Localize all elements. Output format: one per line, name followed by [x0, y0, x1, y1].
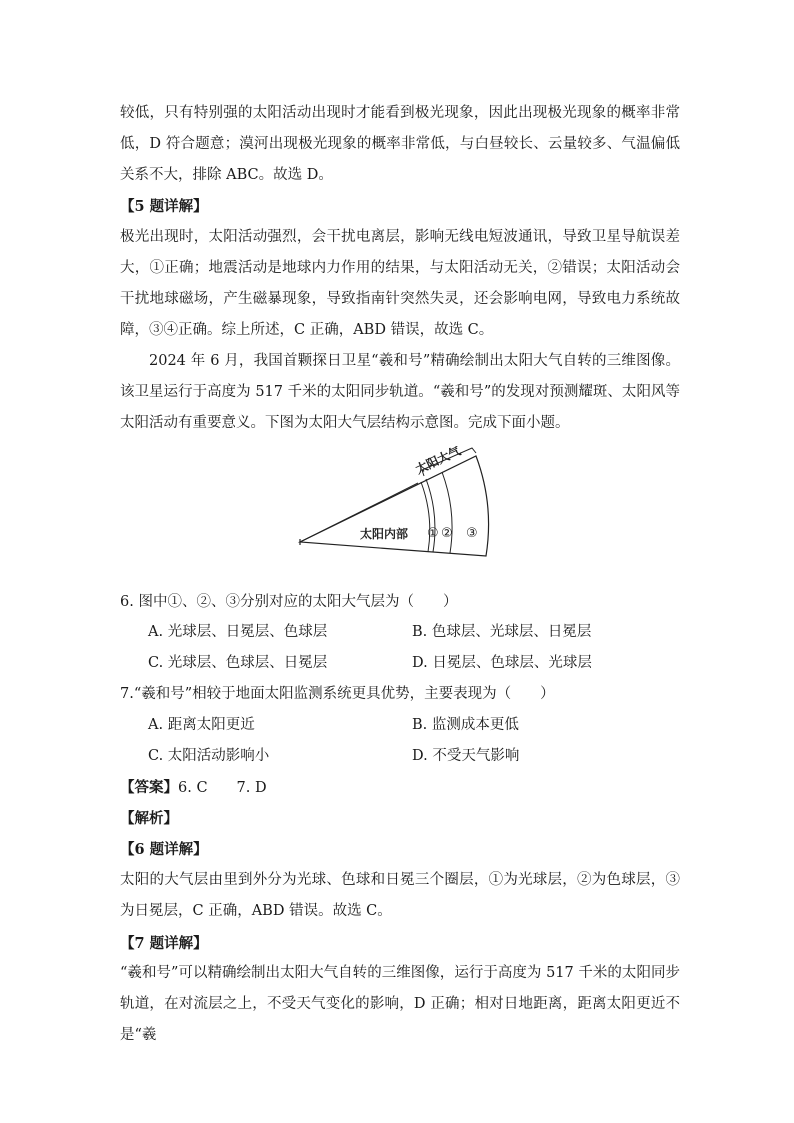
q6-stem: 6. 图中①、②、③分别对应的太阳大气层为（ ） — [120, 594, 458, 610]
answer-value: 6. C 7. D — [178, 780, 267, 796]
material-paragraph: 2024 年 6 月，我国首颗探日卫星“羲和号”精确绘制出太阳大气自转的三维图像。该卫星运行于高度为 517 千米的太阳同步轨道。“羲和号”的发现对预测耀斑、太阳风等太阳活动有重要意义。下图为太阳大气层结构示意图。完成下面小题。 — [120, 353, 680, 431]
q7-explanation: “羲和号”可以精确绘制出太阳大气自转的三维图像，运行于高度为 517 千米的太阳同步轨道，在对流层之上，不受天气变化的影响，D 正确；相对日地距离，距离太阳更近不是“羲 — [120, 965, 680, 1043]
layer-label-3: ③ — [466, 526, 478, 541]
q7-heading: 【7 题详解】 — [120, 935, 208, 952]
q7-option-d: D. 不受天气影响 — [412, 748, 520, 764]
q5-heading: 【5 题详解】 — [120, 198, 208, 215]
q6-heading: 【6 题详解】 — [120, 841, 208, 858]
q6-option-b: B. 色球层、光球层、日冕层 — [412, 624, 592, 640]
solar-atmosphere-diagram — [290, 440, 510, 560]
analysis-label: 【解析】 — [120, 810, 178, 827]
interior-label: 太阳内部 — [360, 527, 409, 541]
layer-arc-1 — [421, 482, 430, 552]
answer-line — [120, 778, 267, 798]
layer-label-1: ① — [427, 526, 439, 541]
atmosphere-label: 太阳大气 — [413, 443, 463, 477]
answer-label: 【答案】 — [120, 779, 178, 796]
q7-option-b: B. 监测成本更低 — [412, 717, 519, 733]
q6-explanation: 太阳的大气层由里到外分为光球、色球和日冕三个圈层，①为光球层，②为色球层，③为日冕层，C 正确，ABD 错误。故选 C。 — [120, 872, 680, 919]
q6-option-a: A. 光球层、日冕层、色球层 — [148, 624, 328, 640]
prev-answer-tail: 较低，只有特别强的太阳活动出现时才能看到极光现象，因此出现极光现象的概率非常低，D 符合题意；漠河出现极光现象的概率非常低，与白昼较长、云量较多、气温偏低关系不大，排除 ABC。故选 D。 — [120, 105, 680, 183]
layer-arc-2 — [426, 479, 435, 552]
q7-stem: 7.“羲和号”相较于地面太阳监测系统更具优势，主要表现为（ ） — [120, 686, 555, 702]
q6-option-d: D. 日冕层、色球层、光球层 — [412, 655, 592, 671]
q5-explanation: 极光出现时，太阳活动强烈，会干扰电离层，影响无线电短波通讯，导致卫星导航误差大，①正确；地震活动是地球内力作用的结果，与太阳活动无关，②错误；太阳活动会干扰地球磁场，产生磁暴现象，导致指南针突然失灵，还会影响电网，导致电力系统故障，③④正确。综上所述，C 正确，ABD 错误，故选 C。 — [120, 229, 680, 338]
layer-label-2: ② — [441, 526, 453, 541]
q7-option-c: C. 太阳活动影响小 — [148, 748, 270, 764]
q6-option-c: C. 光球层、色球层、日冕层 — [148, 655, 328, 671]
q7-option-a: A. 距离太阳更近 — [148, 717, 255, 733]
